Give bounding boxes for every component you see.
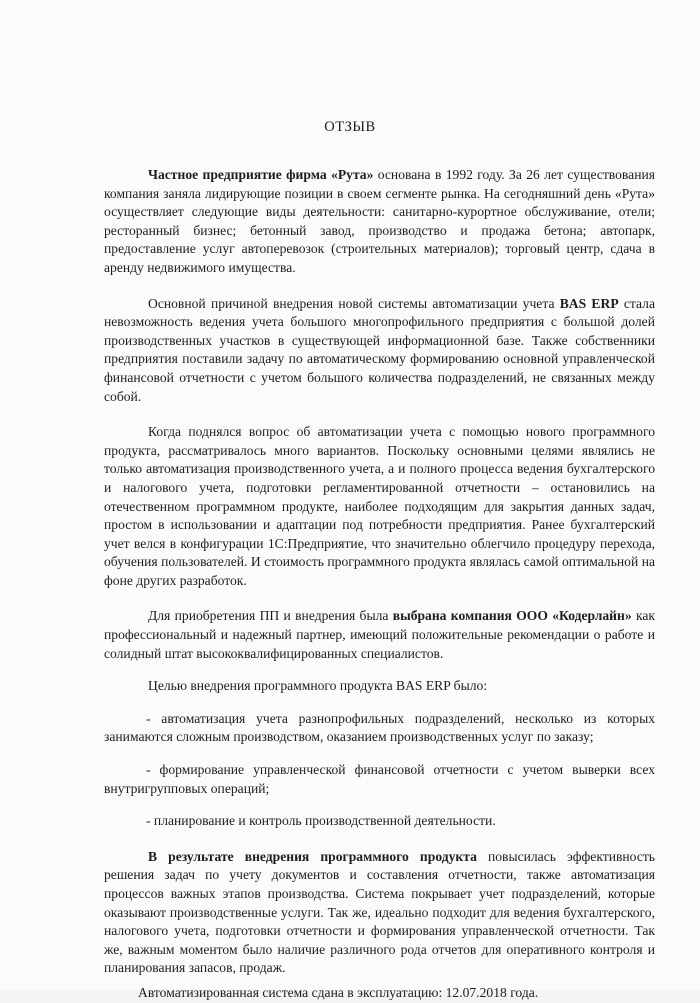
document-title: ОТЗЫВ	[324, 119, 376, 135]
paragraph-results	[104, 848, 655, 978]
paragraph-commissioning: Автоматизированная система сдана в эксплуатацию: 12.07.2018 года.	[138, 984, 539, 1000]
document-body	[104, 166, 655, 1003]
reason-text-end: стала невозможность ведения учета большого многопрофильного предприятия с большой долей производственных участков в существующей информационной базе. Также собственники предприятия поставили задачу по автоматическому формированию основной управленческой финансовой отчетности с учетом большого количества подразделений, не связанных между собой.	[104, 295, 655, 404]
paragraph-partner	[104, 607, 655, 663]
results-text: повысилась эффективность решения задач по учету документов и составления отчетности, также автоматизация процессов важных этапов производства. Система покрывает учет подразделений, которые оказывают производственные услуги. Так же, идеально подходит для ведения бухгалтерского, налогового учета, подготовки отчетности и формирования управленческой отчетности. Так же, важным моментом было наличие различного рода отчетов для оперативного контроля и планирования запасов, продаж.	[104, 848, 655, 976]
company-intro-text: основана в 1992 году. За 26 лет существования компания заняла лидирующие позиции в своем сегменте рынка. На сегодняшний день «Рута» осуществляет следующие виды деятельности: санитарно-курортное обслуживание, отели; ресторанный бизнес; бетонный завод, производство и продажа бетона; автопарк, предоставление услуг автоперевозок (строительных материалов); торговый центр, сдача в аренду недвижимого имущества.	[104, 167, 655, 275]
paragraph-reason	[104, 295, 655, 407]
partner-text-end: как профессиональный и надежный партнер, имеющий положительные рекомендации о работе и солидный штат высококвалифицированных специалистов.	[104, 608, 655, 661]
goal-item-3: - планирование и контроль производственной деятельности.	[146, 813, 496, 829]
company-name-bold: Частное предприятие фирма «Рута»	[148, 167, 374, 182]
product-name-bold: BAS ERP	[559, 295, 619, 311]
paragraph-goals-intro: Целью внедрения программного продукта BAS ERP было:	[148, 678, 488, 694]
reason-text-start: Основной причиной внедрения новой системы автоматизации учета	[148, 295, 560, 311]
partner-text-start: Для приобретения ПП и внедрения была	[148, 608, 393, 624]
results-lead-bold: В результате внедрения программного продукта	[148, 848, 477, 864]
paragraph-company-intro	[104, 166, 655, 278]
goal-item-2: - формирование управленческой финансовой отчетности с учетом выверки всех внутригрупповых операций;	[104, 762, 655, 796]
paragraph-selection: Когда поднялся вопрос об автоматизации учета с помощью нового программного продукта, рассматривалось много вариантов. Поскольку основными целями являлись не только автоматизация производственного учета, а и полного процесса ведения бухгалтерского и налогового учета, подготовки регламентированной отчетности – остановились на отечественном программном продукте, наиболее подходящим для закрытия данных задач, простом в использовании и адаптации под потребности предприятия. Ранее бухгалтерский учет велся в конфигурации 1С:Предприятие, что значительно облегчило процедуру перехода, обучения пользователей. И стоимость программного продукта являлась самой оптимальной на фоне других разработок.	[104, 424, 655, 588]
partner-name-bold: выбрана компания ООО «Кодерлайн»	[392, 608, 632, 624]
goal-item-1: - автоматизация учета разнопрофильных подразделений, несколько из которых занимаются сложным производством, оказанием производственных услуг по заказу;	[104, 710, 655, 745]
